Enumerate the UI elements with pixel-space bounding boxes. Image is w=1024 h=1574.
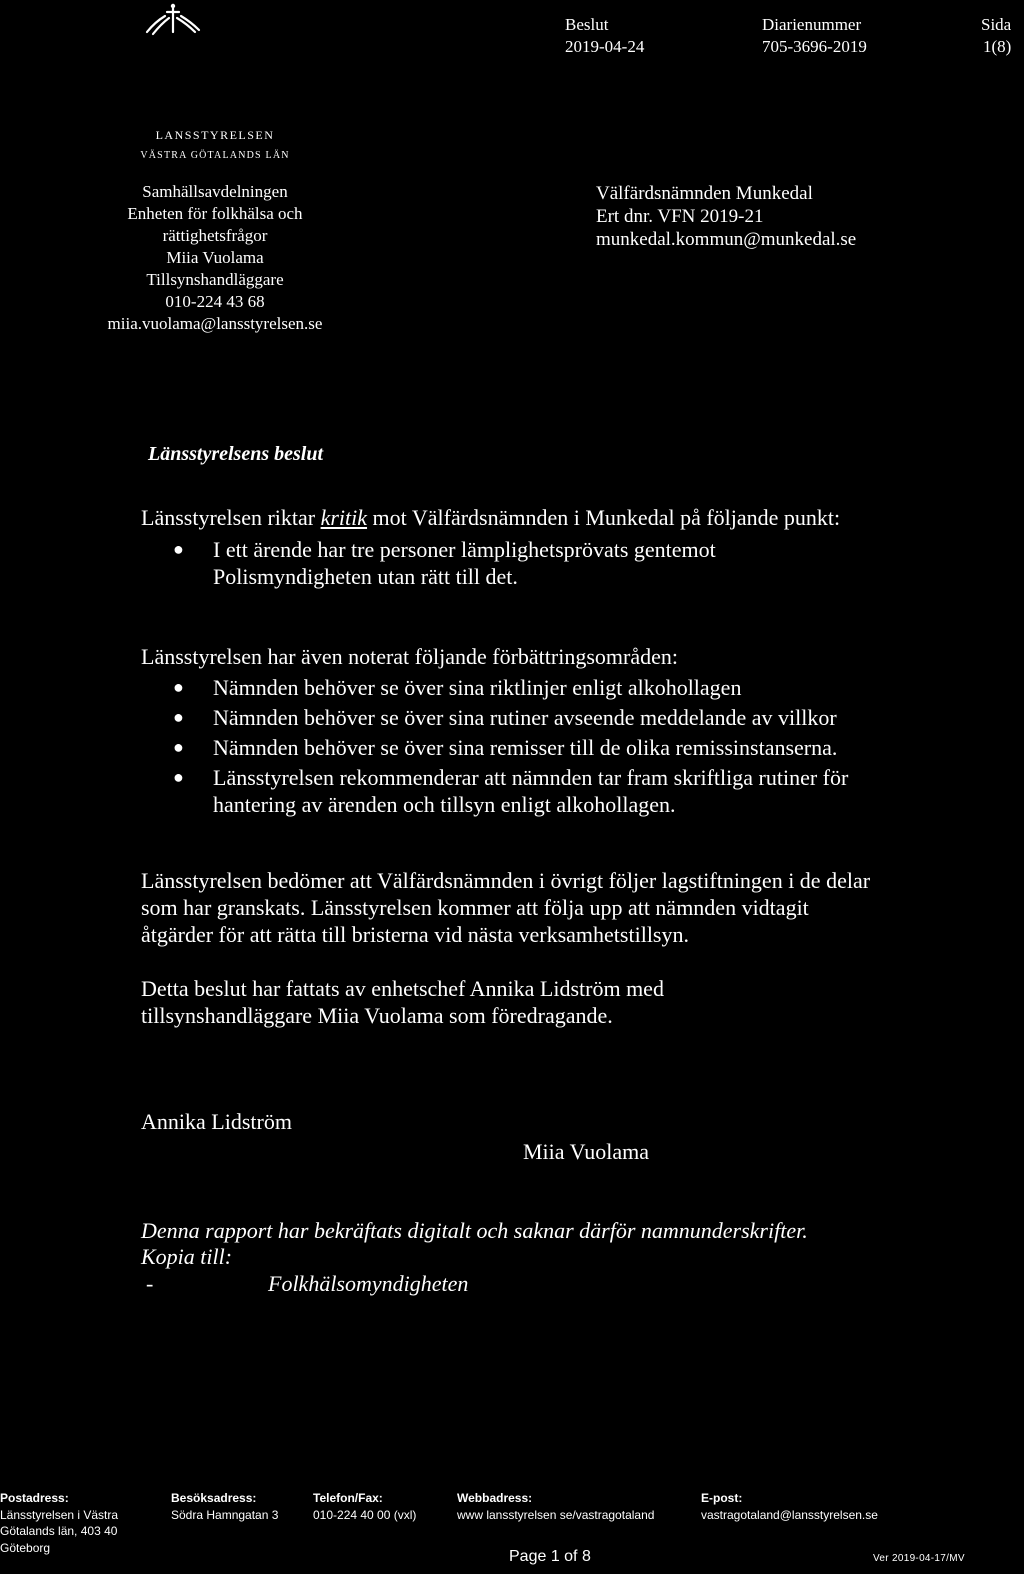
sender-line: Tillsynshandläggare [146,270,284,289]
section-title: Länsstyrelsens beslut [148,443,324,465]
sender-line: Enheten för folkhälsa och [127,204,303,223]
sender-email: miia.vuolama@lansstyrelsen.se [107,314,323,333]
version-label: Ver 2019-04-17/MV [873,1553,965,1564]
assessment-paragraph: Länsstyrelsen bedömer att Välfärdsnämnden i övrigt följer lagstiftningen i de delar som har granskats. Länsstyrelsen kommer att följa upp att nämnden vidtagit åtgärder för att rätta till bristerna vid nästa verksamhetstillsyn. [141,868,871,947]
footer-besoksadress: Besöksadress: Södra Hamngatan 3 [171,1491,279,1522]
sida-label: Sida [981,15,1012,34]
list-item: ● Nämnden behöver se över sina rutiner avseende meddelande av villkor [173,705,837,730]
decided-by-paragraph: Detta beslut har fattats av enhetschef Annika Lidström med tillsynshandläggare Miia Vuolama som föredragande. [141,976,664,1028]
kritik-word: kritik [320,505,368,530]
kritik-paragraph [141,504,901,590]
digital-note: Denna rapport har bekräftats digitalt och saknar därför namnunderskrifter. [141,1218,808,1243]
sender-org-name: LANSSTYRELSEN [155,128,275,142]
sender-block [0,181,430,335]
footer-webbadress: Webbadress: www lansstyrelsen se/vastragotaland [457,1491,655,1522]
footer-web-link[interactable]: www lansstyrelsen se/vastragotaland [457,1507,655,1522]
list-item: ● I ett ärende har tre personer lämplighetsprövats gentemot Polismyndigheten utan rätt till det. [173,537,716,589]
sender-line: Samhällsavdelningen [142,182,288,201]
diarienummer-value: 705-3696-2019 [762,37,867,56]
signature-chief: Annika Lidström [141,1109,292,1134]
diarienummer-label: Diarienummer [762,15,862,34]
copy-recipient: Folkhälsomyndigheten [268,1271,469,1296]
beslut-label: Beslut [565,15,609,34]
footer-email-link[interactable]: vastragotaland@lansstyrelsen.se [701,1507,878,1522]
sender-line: 010-224 43 68 [165,292,265,311]
footer-postadress-label: Postadress: [0,1491,69,1505]
kritik-post: mot Välfärdsnämnden i Munkedal på följande punkt: [367,505,841,530]
list-item: ● Länsstyrelsen rekommenderar att nämnden tar fram skriftliga rutiner för hantering av ärenden och tillsyn enligt alkohollagen. [173,765,849,817]
bullet-icon: ● [173,737,184,757]
improvements-section [141,643,901,818]
recipient-email: munkedal.kommun@munkedal.se [596,229,857,250]
bullet-icon: ● [173,767,184,787]
sender-org-sub: VÄSTRA GÖTALANDS LÄN [140,150,290,161]
improvements-list [141,674,901,818]
list-item: ● Nämnden behöver se över sina remisser till de olika remissinstanserna. [173,735,838,760]
recipient-reference: Ert dnr. VFN 2019-21 [596,206,764,227]
recipient-name: Välfärdsnämnden Munkedal [596,183,813,204]
footer-postadress: Postadress: Länsstyrelsen i Västra Götalands län, 403 40 Göteborg [0,1491,119,1555]
bullet-icon: ● [173,539,184,559]
sender-line: rättighetsfrågor [162,226,268,245]
signature-officer: Miia Vuolama [523,1139,649,1164]
footer-telefon: Telefon/Fax: 010-224 40 00 (vxl) [313,1491,417,1522]
copy-dash: - [146,1271,154,1296]
kritik-list [141,536,901,590]
copy-label: Kopia till: [141,1244,233,1269]
recipient-block [596,182,856,251]
page-number: Page 1 of 8 [509,1548,591,1565]
improvements-intro: Länsstyrelsen har även noterat följande förbättringsområden: [141,644,678,669]
sender-line: Miia Vuolama [166,248,264,267]
crown-logo-icon [143,2,203,40]
sida-value: 1(8) [983,37,1012,56]
bullet-icon: ● [173,707,184,727]
bullet-icon: ● [173,677,184,697]
beslut-date: 2019-04-24 [565,37,645,56]
footer-epost: E-post: vastragotaland@lansstyrelsen.se [701,1491,878,1522]
list-item: ● Nämnden behöver se över sina riktlinjer enligt alkohollagen [173,675,742,700]
kritik-pre: Länsstyrelsen riktar [141,505,321,530]
